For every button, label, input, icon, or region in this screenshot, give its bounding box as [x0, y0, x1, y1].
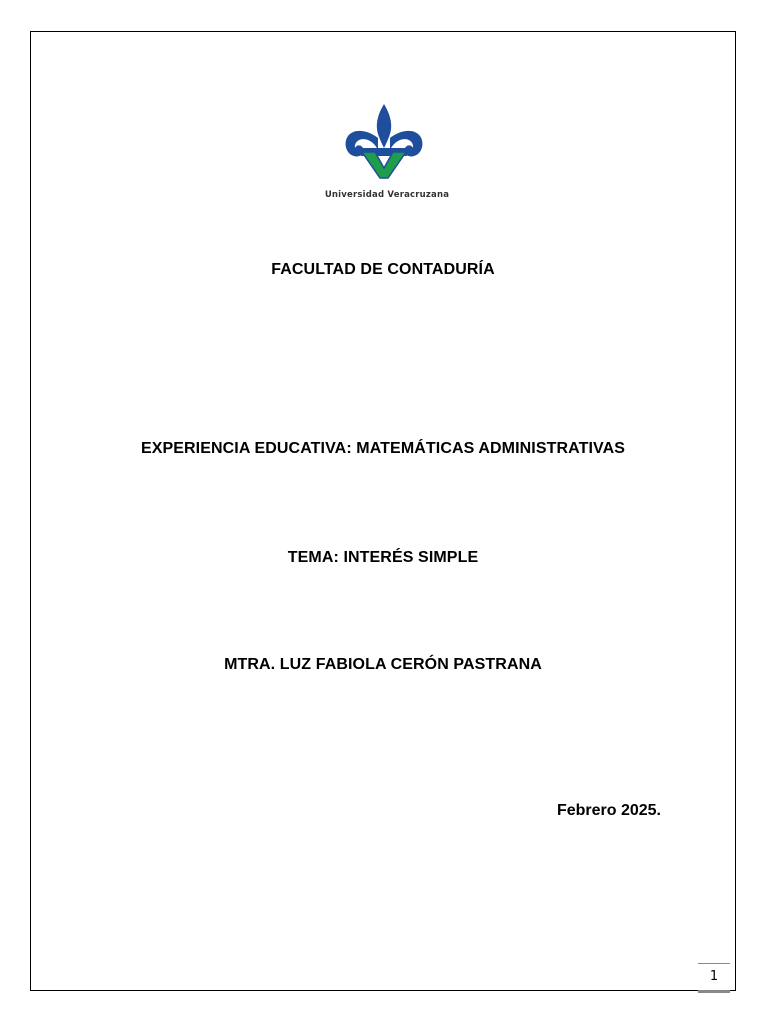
logo-caption: Universidad Veracruzana — [324, 190, 450, 200]
course-title: EXPERIENCIA EDUCATIVA: MATEMÁTICAS ADMINISTRATIVAS — [140, 440, 626, 457]
teacher-name: MTRA. LUZ FABIOLA CERÓN PASTRANA — [224, 656, 542, 673]
page-number-rule-bottom — [698, 990, 730, 993]
university-logo — [244, 90, 524, 210]
page-number-box — [698, 963, 730, 993]
fleur-de-lis-icon — [342, 102, 426, 182]
page-number-rule-top — [698, 963, 730, 964]
topic-title: TEMA: INTERÉS SIMPLE — [287, 549, 479, 566]
faculty-title: FACULTAD DE CONTADURÍA — [271, 261, 495, 278]
document-date: Febrero 2025. — [556, 802, 661, 819]
page-number: 1 — [709, 969, 719, 984]
